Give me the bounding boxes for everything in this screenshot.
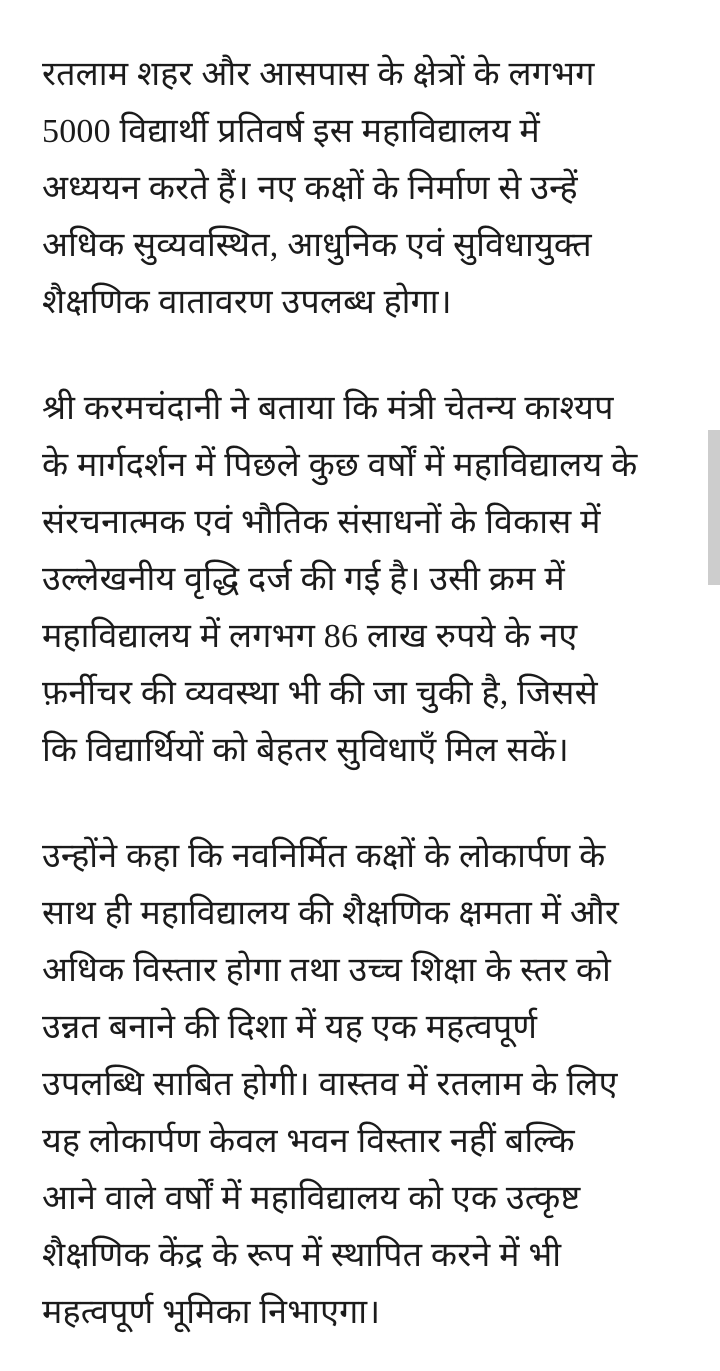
paragraph: उन्होंने कहा कि नवनिर्मित कक्षों के लोकार्पण के साथ ही महाविद्यालय की शैक्षणिक क्षमता में और अधिक विस्तार होगा तथा उच्च शिक्षा के स्तर को उन्नत बनाने की दिशा में यह एक महत्वपूर्ण उपलब्धि साबित होगी। वास्तव में रतलाम के लिए यह लोकार्पण केवल भवन विस्तार नहीं बल्कि आने वाले वर्षों में महाविद्यालय को एक उत्कृष्ट शैक्षणिक केंद्र के रूप में स्थापित करने में भी महत्वपूर्ण भूमिका निभाएगा।: [42, 838, 620, 1331]
paragraph: श्री करमचंदानी ने बताया कि मंत्री चेतन्य काश्यप के मार्गदर्शन में पिछले कुछ वर्षों में महाविद्यालय के संरचनात्मक एवं भौतिक संसाधनों के विकास में उल्लेखनीय वृद्धि दर्ज की गई है। उसी क्रम में महाविद्यालय में लगभग 86 लाख रुपये के नए फ़र्नीचर की व्यवस्था भी की जा चुकी है, जिससे कि विद्यार्थियों को बेहतर सुविधाएँ मिल सकें।: [42, 390, 638, 769]
scrollbar-thumb[interactable]: [708, 430, 720, 585]
paragraph: रतलाम शहर और आसपास के क्षेत्रों के लगभग 5000 विद्यार्थी प्रतिवर्ष इस महाविद्यालय में अध्ययन करते हैं। नए कक्षों के निर्माण से उन्हें अधिक सुव्यवस्थित, आधुनिक एवं सुविधायुक्त शैक्षणिक वातावरण उपलब्ध होगा।: [42, 56, 595, 321]
